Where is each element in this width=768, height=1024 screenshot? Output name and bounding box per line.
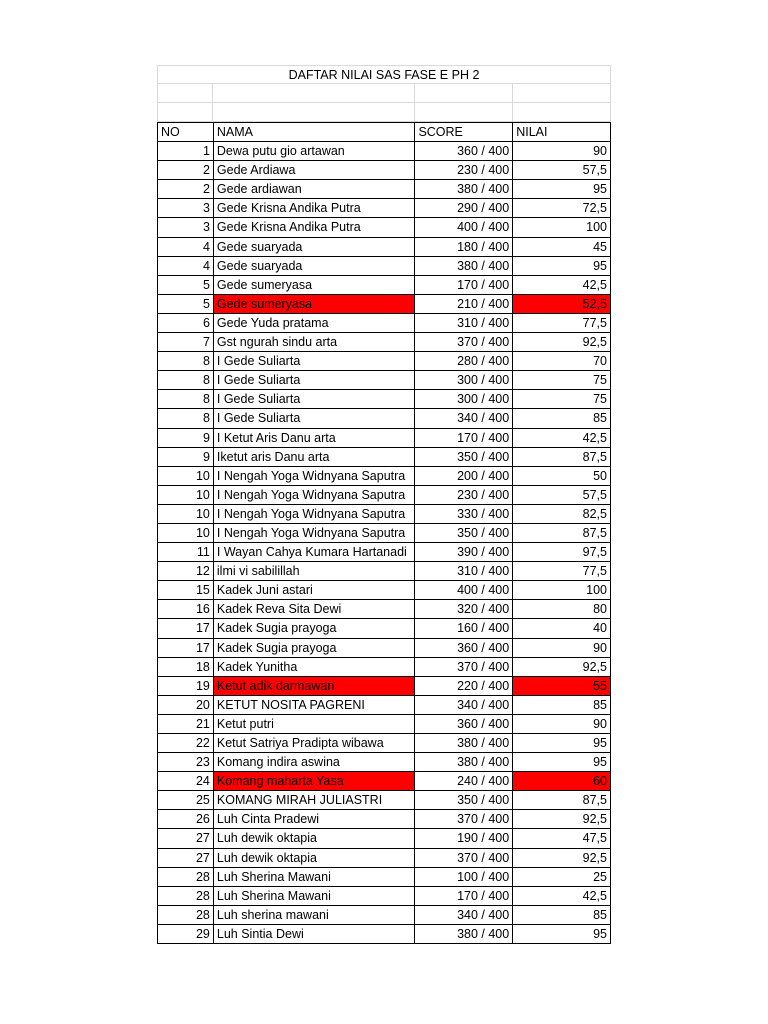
cell-score[interactable]: 360 / 400 [415, 142, 513, 161]
table-row [158, 543, 611, 562]
cell-nilai[interactable]: 92,5 [513, 658, 611, 677]
cell-score[interactable]: 390 / 400 [415, 543, 513, 562]
blank-cell[interactable] [213, 84, 415, 103]
cell-score[interactable]: 300 / 400 [415, 371, 513, 390]
cell-score[interactable]: 380 / 400 [415, 734, 513, 753]
cell-nilai[interactable]: 87,5 [513, 524, 611, 543]
blank-cell[interactable] [415, 103, 513, 122]
cell-nama[interactable]: ilmi vi sabilillah [214, 562, 416, 581]
cell-score[interactable]: 230 / 400 [415, 161, 513, 180]
cell-nilai[interactable]: 70 [513, 352, 611, 371]
table-row [158, 333, 611, 352]
cell-no[interactable]: 20 [158, 696, 214, 715]
table-row [158, 161, 611, 180]
table-row [158, 371, 611, 390]
cell-no[interactable]: 12 [158, 562, 214, 581]
cell-score[interactable]: 240 / 400 [415, 772, 513, 791]
cell-nama[interactable]: Gede Krisna Andika Putra [214, 218, 416, 237]
cell-nama[interactable]: Ketut Satriya Pradipta wibawa [214, 734, 416, 753]
table-row [158, 753, 611, 772]
cell-score[interactable]: 350 / 400 [415, 448, 513, 467]
cell-no[interactable]: 8 [158, 390, 214, 409]
cell-nilai[interactable]: 77,5 [513, 562, 611, 581]
cell-no[interactable]: 15 [158, 581, 214, 600]
cell-no[interactable]: 9 [158, 448, 214, 467]
cell-score[interactable]: 160 / 400 [415, 619, 513, 638]
table-row [158, 524, 611, 543]
cell-nama[interactable]: Gede Ardiawa [214, 161, 416, 180]
cell-score[interactable]: 320 / 400 [415, 600, 513, 619]
table-row [158, 257, 611, 276]
cell-score[interactable]: 350 / 400 [415, 524, 513, 543]
cell-nama[interactable]: I Nengah Yoga Widnyana Saputra [214, 486, 416, 505]
cell-score[interactable]: 370 / 400 [415, 849, 513, 868]
cell-nilai[interactable]: 42,5 [513, 429, 611, 448]
cell-nama[interactable]: Kadek Yunitha [214, 658, 416, 677]
table-row [158, 409, 611, 428]
header-no[interactable]: NO [158, 123, 214, 142]
table-row [158, 677, 611, 696]
cell-nama[interactable]: Gede Yuda pratama [214, 314, 416, 333]
cell-score[interactable]: 360 / 400 [415, 639, 513, 658]
cell-no[interactable]: 3 [158, 199, 214, 218]
cell-nama[interactable]: Luh Cinta Pradewi [214, 810, 416, 829]
cell-nilai[interactable]: 50 [513, 467, 611, 486]
table-row [158, 849, 611, 868]
cell-score[interactable]: 200 / 400 [415, 467, 513, 486]
cell-nilai[interactable]: 75 [513, 390, 611, 409]
cell-nilai[interactable]: 95 [513, 753, 611, 772]
blank-cell[interactable] [213, 103, 415, 122]
spreadsheet [157, 65, 611, 944]
cell-nama[interactable]: Gede Krisna Andika Putra [214, 199, 416, 218]
table-row [158, 429, 611, 448]
cell-nilai[interactable]: 95 [513, 180, 611, 199]
cell-no[interactable]: 10 [158, 486, 214, 505]
cell-nilai[interactable]: 90 [513, 142, 611, 161]
table-row [158, 810, 611, 829]
cell-score[interactable]: 380 / 400 [415, 753, 513, 772]
cell-score[interactable]: 400 / 400 [415, 581, 513, 600]
cell-nilai[interactable]: 90 [513, 715, 611, 734]
cell-nilai[interactable]: 42,5 [513, 887, 611, 906]
cell-no[interactable]: 19 [158, 677, 214, 696]
cell-no[interactable]: 9 [158, 429, 214, 448]
cell-nama[interactable]: Kadek Reva Sita Dewi [214, 600, 416, 619]
table-row [158, 925, 611, 944]
cell-nilai[interactable]: 90 [513, 639, 611, 658]
cell-no[interactable]: 11 [158, 543, 214, 562]
cell-nama[interactable]: Gede sumeryasa [214, 295, 416, 314]
cell-nama[interactable]: Komang maharta Yasa [214, 772, 416, 791]
cell-nilai[interactable]: 87,5 [513, 448, 611, 467]
cell-no[interactable]: 8 [158, 371, 214, 390]
cell-no[interactable]: 17 [158, 639, 214, 658]
table-row [158, 772, 611, 791]
cell-no[interactable]: 4 [158, 238, 214, 257]
cell-nilai[interactable]: 60 [513, 772, 611, 791]
header-row [158, 123, 611, 142]
cell-no[interactable]: 1 [158, 142, 214, 161]
cell-nilai[interactable]: 82,5 [513, 505, 611, 524]
cell-score[interactable]: 170 / 400 [415, 276, 513, 295]
cell-no[interactable]: 26 [158, 810, 214, 829]
table-row [158, 829, 611, 848]
table-row [158, 658, 611, 677]
blank-cell[interactable] [157, 84, 213, 103]
cell-nama[interactable]: Ketut adik darmawan [214, 677, 416, 696]
cell-no[interactable]: 10 [158, 467, 214, 486]
table-row [158, 562, 611, 581]
cell-nama[interactable]: Kadek Juni astari [214, 581, 416, 600]
cell-nama[interactable]: Komang indira aswina [214, 753, 416, 772]
cell-nama[interactable]: Gede ardiawan [214, 180, 416, 199]
cell-nama[interactable]: Gede suaryada [214, 257, 416, 276]
cell-nama[interactable]: Luh sherina mawani [214, 906, 416, 925]
cell-no[interactable]: 2 [158, 180, 214, 199]
table-row [158, 887, 611, 906]
table-row [158, 505, 611, 524]
cell-score[interactable]: 380 / 400 [415, 257, 513, 276]
cell-no[interactable]: 4 [158, 257, 214, 276]
table-row [158, 696, 611, 715]
table-row [158, 218, 611, 237]
cell-no[interactable]: 18 [158, 658, 214, 677]
cell-nama[interactable]: I Gede Suliarta [214, 390, 416, 409]
cell-score[interactable]: 400 / 400 [415, 218, 513, 237]
cell-nilai[interactable]: 95 [513, 925, 611, 944]
cell-no[interactable]: 27 [158, 849, 214, 868]
table-row [158, 276, 611, 295]
table-row [158, 715, 611, 734]
cell-nama[interactable]: KETUT NOSITA PAGRENI [214, 696, 416, 715]
cell-score[interactable]: 340 / 400 [415, 906, 513, 925]
cell-nilai[interactable]: 97,5 [513, 543, 611, 562]
table-row [158, 791, 611, 810]
cell-score[interactable]: 310 / 400 [415, 314, 513, 333]
cell-no[interactable]: 21 [158, 715, 214, 734]
cell-no[interactable]: 17 [158, 619, 214, 638]
table-row [158, 352, 611, 371]
cell-score[interactable]: 290 / 400 [415, 199, 513, 218]
cell-score[interactable]: 340 / 400 [415, 409, 513, 428]
cell-no[interactable]: 23 [158, 753, 214, 772]
blank-row [157, 84, 611, 103]
table-row [158, 238, 611, 257]
cell-score[interactable]: 310 / 400 [415, 562, 513, 581]
cell-nilai[interactable]: 100 [513, 581, 611, 600]
cell-nilai[interactable]: 72,5 [513, 199, 611, 218]
cell-nilai[interactable]: 77,5 [513, 314, 611, 333]
cell-nama[interactable]: I Gede Suliarta [214, 409, 416, 428]
table-row [158, 734, 611, 753]
cell-score[interactable]: 180 / 400 [415, 238, 513, 257]
grades-table [157, 122, 611, 944]
cell-no[interactable]: 28 [158, 906, 214, 925]
cell-nama[interactable]: Luh Sherina Mawani [214, 868, 416, 887]
cell-no[interactable]: 29 [158, 925, 214, 944]
cell-nama[interactable]: I Nengah Yoga Widnyana Saputra [214, 505, 416, 524]
table-row [158, 314, 611, 333]
blank-cell[interactable] [513, 103, 611, 122]
cell-nama[interactable]: Gst ngurah sindu arta [214, 333, 416, 352]
table-row [158, 868, 611, 887]
cell-score[interactable]: 170 / 400 [415, 887, 513, 906]
table-row [158, 906, 611, 925]
cell-no[interactable]: 25 [158, 791, 214, 810]
cell-nama[interactable]: Dewa putu gio artawan [214, 142, 416, 161]
table-row [158, 639, 611, 658]
cell-no[interactable]: 10 [158, 505, 214, 524]
cell-nilai[interactable]: 95 [513, 257, 611, 276]
cell-score[interactable]: 300 / 400 [415, 390, 513, 409]
blank-cell[interactable] [415, 84, 513, 103]
cell-nama[interactable]: I Gede Suliarta [214, 371, 416, 390]
table-row [158, 199, 611, 218]
cell-nama[interactable]: Luh dewik oktapia [214, 829, 416, 848]
cell-no[interactable]: 28 [158, 887, 214, 906]
cell-no[interactable]: 5 [158, 295, 214, 314]
table-row [158, 390, 611, 409]
cell-score[interactable]: 360 / 400 [415, 715, 513, 734]
cell-score[interactable]: 330 / 400 [415, 505, 513, 524]
cell-nilai[interactable]: 57,5 [513, 486, 611, 505]
cell-nilai[interactable]: 85 [513, 906, 611, 925]
cell-nama[interactable]: Kadek Sugia prayoga [214, 619, 416, 638]
sheet-title[interactable]: DAFTAR NILAI SAS FASE E PH 2 [157, 65, 611, 84]
cell-no[interactable]: 27 [158, 829, 214, 848]
cell-score[interactable]: 370 / 400 [415, 333, 513, 352]
cell-nama[interactable]: I Nengah Yoga Widnyana Saputra [214, 524, 416, 543]
table-row [158, 448, 611, 467]
cell-score[interactable]: 370 / 400 [415, 810, 513, 829]
cell-nama[interactable]: I Wayan Cahya Kumara Hartanadi [214, 543, 416, 562]
cell-nilai[interactable]: 25 [513, 868, 611, 887]
cell-score[interactable]: 280 / 400 [415, 352, 513, 371]
cell-score[interactable]: 380 / 400 [415, 180, 513, 199]
cell-nama[interactable]: I Nengah Yoga Widnyana Saputra [214, 467, 416, 486]
cell-nama[interactable]: KOMANG MIRAH JULIASTRI [214, 791, 416, 810]
cell-nilai[interactable]: 85 [513, 409, 611, 428]
cell-score[interactable]: 190 / 400 [415, 829, 513, 848]
cell-no[interactable]: 16 [158, 600, 214, 619]
cell-nilai[interactable]: 92,5 [513, 849, 611, 868]
cell-nama[interactable]: I Gede Suliarta [214, 352, 416, 371]
cell-nama[interactable]: Luh Sintia Dewi [214, 925, 416, 944]
cell-no[interactable]: 28 [158, 868, 214, 887]
cell-nilai[interactable]: 47,5 [513, 829, 611, 848]
cell-no[interactable]: 7 [158, 333, 214, 352]
cell-score[interactable]: 350 / 400 [415, 791, 513, 810]
cell-nilai[interactable]: 40 [513, 619, 611, 638]
cell-nilai[interactable]: 100 [513, 218, 611, 237]
blank-cell[interactable] [513, 84, 611, 103]
cell-nilai[interactable]: 42,5 [513, 276, 611, 295]
cell-score[interactable]: 170 / 400 [415, 429, 513, 448]
cell-no[interactable]: 3 [158, 218, 214, 237]
cell-nama[interactable]: Kadek Sugia prayoga [214, 639, 416, 658]
cell-nilai[interactable]: 57,5 [513, 161, 611, 180]
header-score[interactable]: SCORE [415, 123, 513, 142]
table-row [158, 142, 611, 161]
cell-no[interactable]: 22 [158, 734, 214, 753]
cell-nama[interactable]: I Ketut Aris Danu arta [214, 429, 416, 448]
cell-nilai[interactable]: 52,5 [513, 295, 611, 314]
cell-nilai[interactable]: 95 [513, 734, 611, 753]
table-row [158, 581, 611, 600]
cell-no[interactable]: 2 [158, 161, 214, 180]
cell-nama[interactable]: Gede suaryada [214, 238, 416, 257]
blank-cell[interactable] [157, 103, 213, 122]
cell-score[interactable]: 100 / 400 [415, 868, 513, 887]
table-body [158, 142, 611, 944]
table-row [158, 600, 611, 619]
cell-no[interactable]: 8 [158, 352, 214, 371]
cell-nama[interactable]: Iketut aris Danu arta [214, 448, 416, 467]
cell-nama[interactable]: Gede sumeryasa [214, 276, 416, 295]
table-row [158, 180, 611, 199]
cell-nilai[interactable]: 80 [513, 600, 611, 619]
cell-no[interactable]: 6 [158, 314, 214, 333]
header-nilai[interactable]: NILAI [513, 123, 611, 142]
cell-nama[interactable]: Ketut putri [214, 715, 416, 734]
cell-nilai[interactable]: 87,5 [513, 791, 611, 810]
cell-score[interactable]: 220 / 400 [415, 677, 513, 696]
cell-score[interactable]: 380 / 400 [415, 925, 513, 944]
cell-no[interactable]: 24 [158, 772, 214, 791]
cell-no[interactable]: 10 [158, 524, 214, 543]
cell-score[interactable]: 370 / 400 [415, 658, 513, 677]
table-row [158, 619, 611, 638]
table-row [158, 295, 611, 314]
cell-nama[interactable]: Luh dewik oktapia [214, 849, 416, 868]
cell-no[interactable]: 5 [158, 276, 214, 295]
table-row [158, 486, 611, 505]
cell-nilai[interactable]: 85 [513, 696, 611, 715]
cell-nama[interactable]: Luh Sherina Mawani [214, 887, 416, 906]
blank-row [157, 103, 611, 122]
cell-score[interactable]: 210 / 400 [415, 295, 513, 314]
cell-nilai[interactable]: 92,5 [513, 810, 611, 829]
cell-nilai[interactable]: 92,5 [513, 333, 611, 352]
cell-nilai[interactable]: 75 [513, 371, 611, 390]
cell-nilai[interactable]: 45 [513, 238, 611, 257]
title-row [157, 65, 611, 84]
cell-score[interactable]: 230 / 400 [415, 486, 513, 505]
cell-score[interactable]: 340 / 400 [415, 696, 513, 715]
cell-no[interactable]: 8 [158, 409, 214, 428]
header-nama[interactable]: NAMA [214, 123, 416, 142]
cell-nilai[interactable]: 55 [513, 677, 611, 696]
table-row [158, 467, 611, 486]
